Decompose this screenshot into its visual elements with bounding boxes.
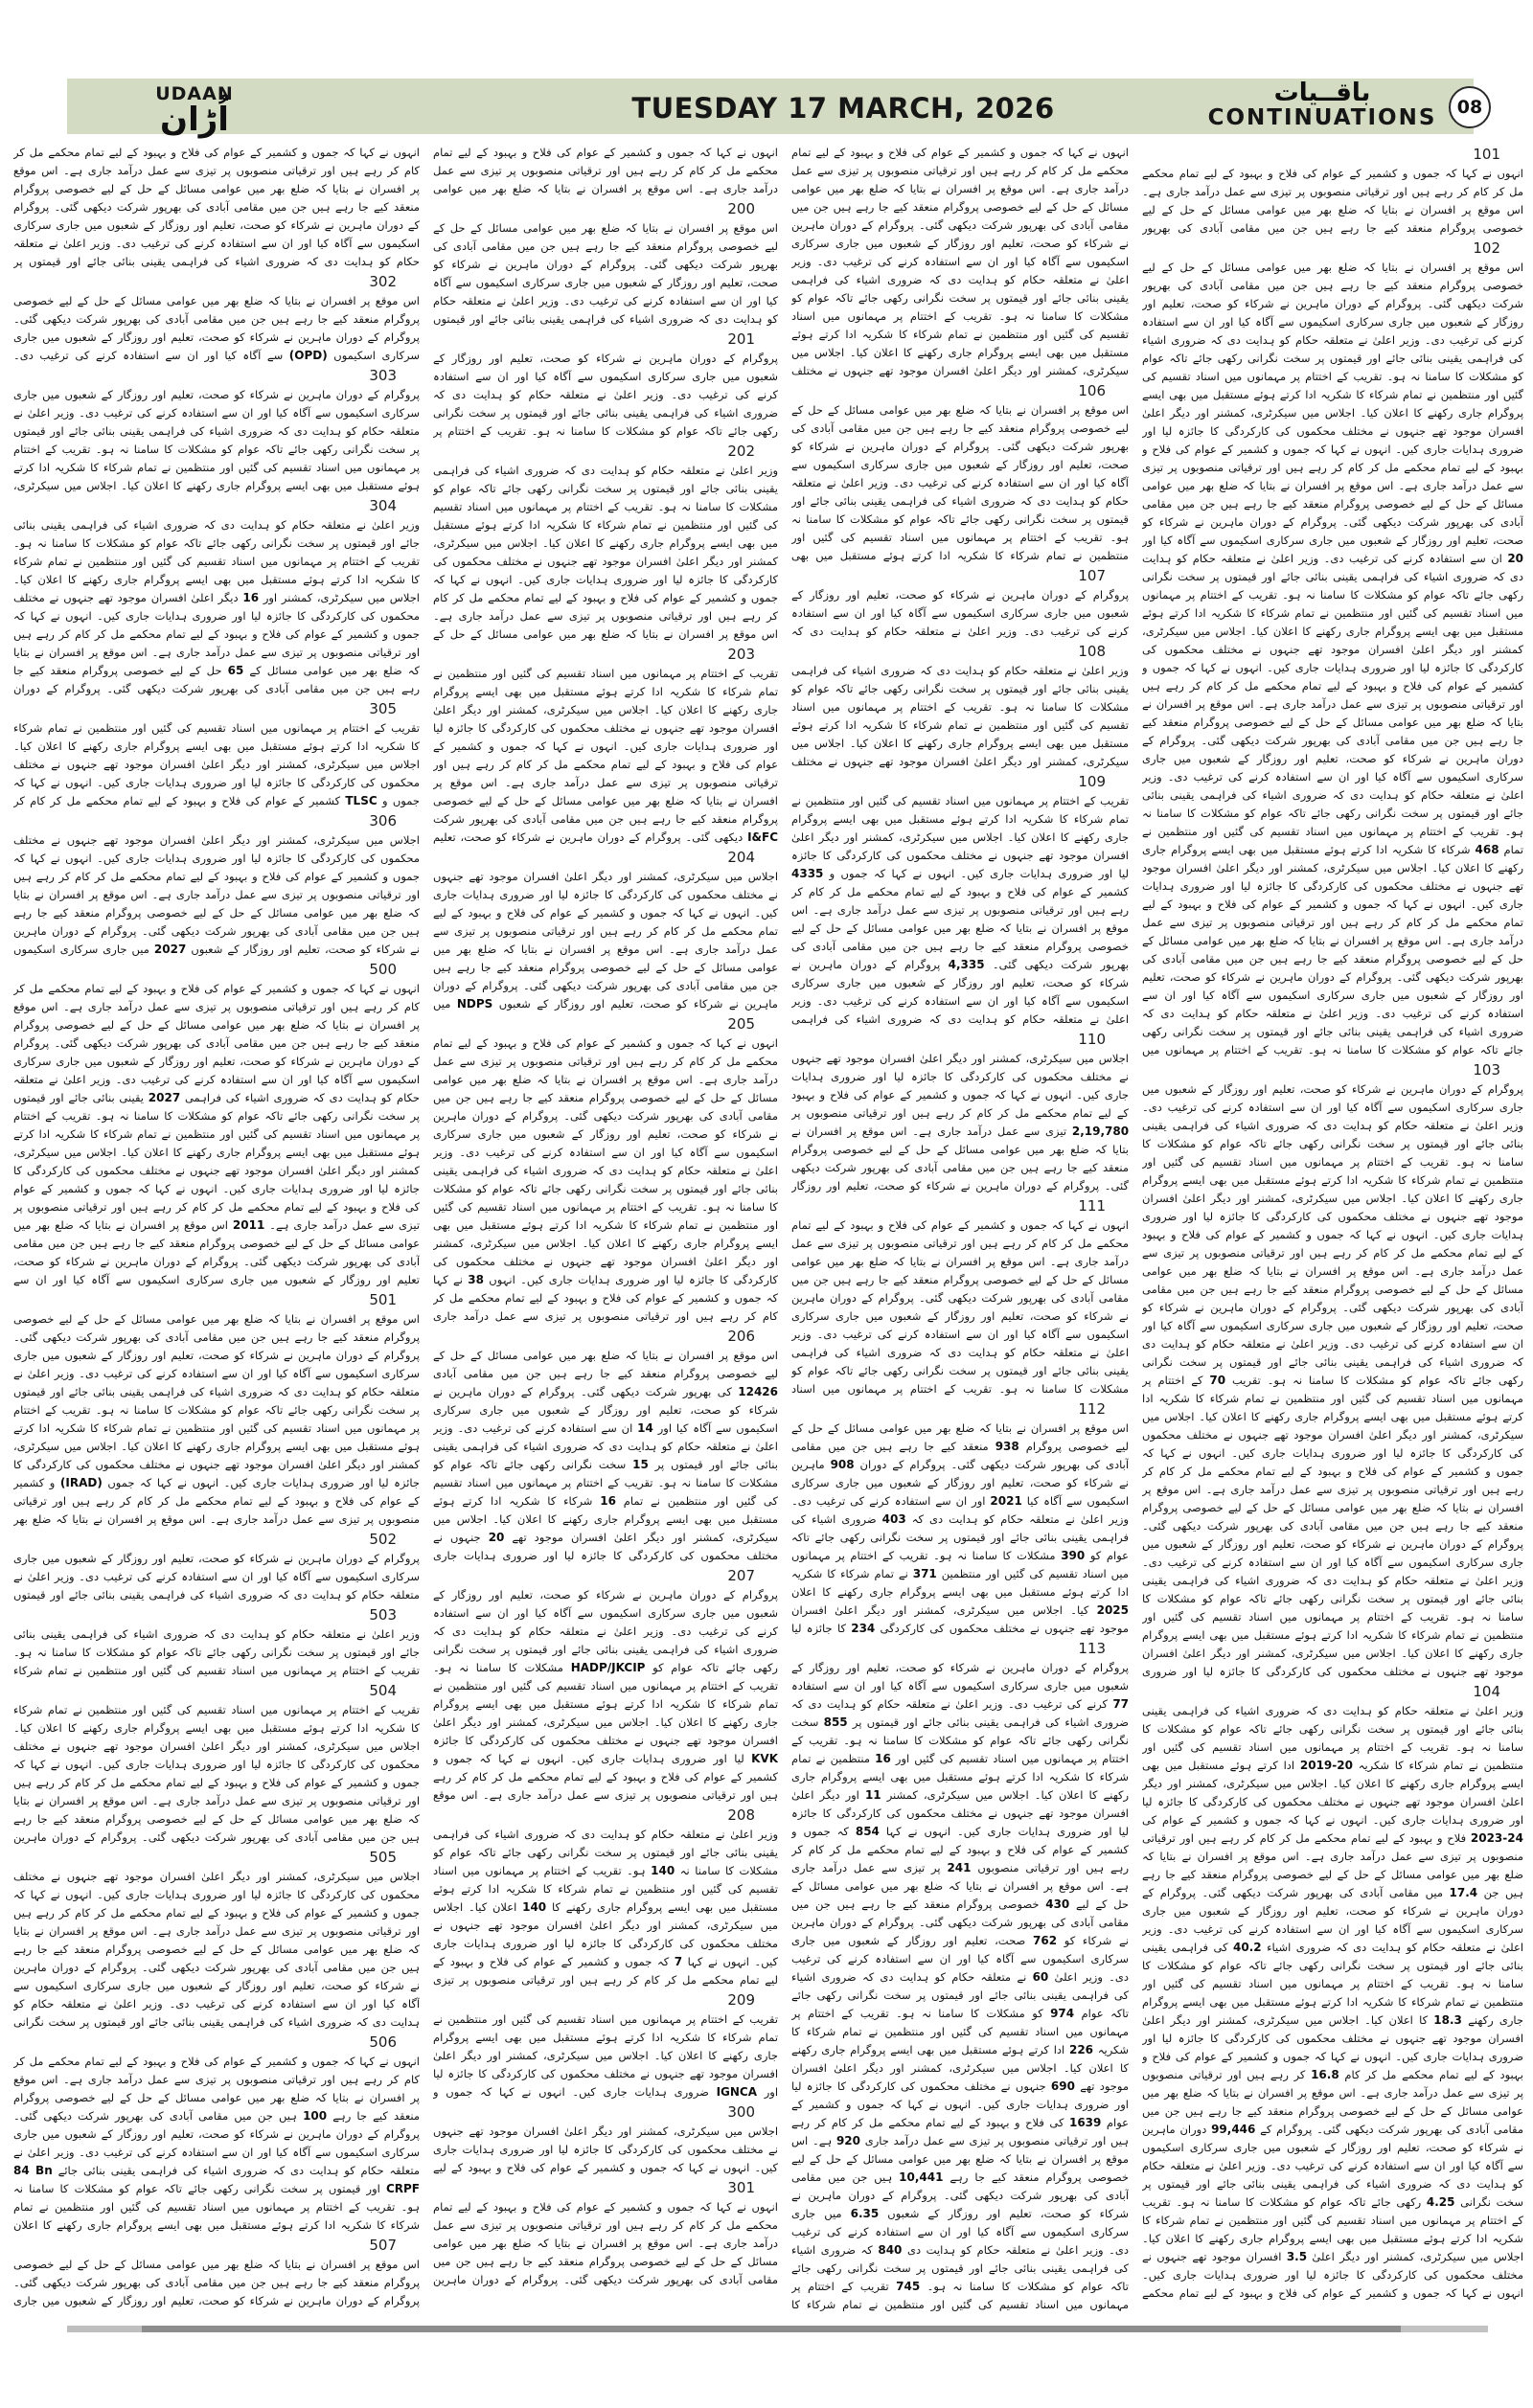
inline-figure-token: 690 bbox=[1050, 2079, 1075, 2093]
section-number: 103 bbox=[1473, 1061, 1500, 1079]
inline-figure-token: IGNCA bbox=[716, 2085, 758, 2099]
inline-figure-token: 70 bbox=[1209, 1374, 1226, 1387]
inline-figure-token: 2025 bbox=[1096, 1603, 1129, 1617]
section-number: 501 bbox=[369, 1291, 397, 1308]
section-number: 113 bbox=[1078, 1640, 1106, 1657]
body-paragraph: اس موقع پر افسران نے بتایا کہ ضلع بھر میں عوامی مسائل کے حل کے لیے خصوصی پروگرام منعقد کیے جا رہے ہیں جن میں مقامی آبادی کی بھرپور شرکت دیکھی گئی۔ پروگرام کے دوران ماہرین نے شرکاء کو صحت، تعلیم اور روزگار کے شعبوں میں جاری سرکاری اسکیموں سے آگاہ کیا اور ان سے استفادہ کرنے کی ترغیب دی۔ وزیر اعلیٰ نے متعلقہ حکام کو ہدایت دی کہ ضروری اشیاء کی فراہمی یقینی بنائی جائے اور قیمتوں bbox=[433, 221, 778, 326]
section-number: 106 bbox=[1078, 382, 1106, 399]
inline-figure-token: 11 bbox=[864, 1788, 881, 1802]
inline-figure-token: 974 bbox=[1050, 2007, 1075, 2020]
inline-figure-token: 18.3 bbox=[1433, 2013, 1462, 2027]
body-paragraph: انہوں نے کہا کہ جموں و کشمیر کے عوام کی فلاح و بہبود کے لیے تمام محکمے مل کر کام کر رہے ہیں اور ترقیاتی منصوبوں پر تیزی سے عمل درآمد جاری ہے۔ اس موقع پر افسران نے بتایا کہ ضلع بھر میں عوامی مسائل کے حل کے لیے خصوصی پروگرام منعقد کیے جا رہے ہیں جن میں مقامی آبادی کی بھرپور شرکت دیکھی گئی۔ پروگرام کے دوران ماہرین نے شرکاء کو صحت، تعلیم اور روزگار کے شعبوں میں جاری سرکاری اسکیموں سے آگاہ کیا اور ان سے استفادہ کرنے کی ترغیب دی۔ وزیر اعلیٰ نے متعلقہ حکام کو ہدایت دی کہ ضروری اشیاء کی فراہمی 2027 یقینی بنائی جائے اور قیمتوں پر سخت نگرانی رکھی جائے تاکہ عوام کو مشکلات کا سامنا نہ ہو۔ تقریب کے اختتام پر مہمانوں میں اسناد تقسیم کی گئیں اور منتظمین نے تمام شرکاء کا شکریہ ادا کرتے ہوئے مستقبل میں بھی ایسے پروگرام جاری رکھنے کا اعلان کیا۔ اجلاس میں سیکرٹری، کمشنر اور دیگر اعلیٰ افسران موجود تھے جنہوں نے مختلف محکموں کی کارکردگی کا جائزہ لیا اور ضروری ہدایات جاری کیں۔ انہوں نے کہا کہ جموں و کشمیر کے عوام کی فلاح و بہبود کے لیے تمام محکمے مل کر کام کر رہے ہیں اور ترقیاتی منصوبوں پر تیزی سے عمل درآمد جاری ہے۔ 2011 اس موقع پر افسران نے بتایا کہ ضلع بھر میں عوامی مسائل کے حل کے لیے خصوصی پروگرام منعقد کیے جا رہے ہیں جن میں مقامی آبادی کی بھرپور شرکت دیکھی گئی۔ پروگرام کے دوران ماہرین نے شرکاء کو صحت، تعلیم اور روزگار کے شعبوں میں جاری سرکاری اسکیموں سے آگاہ کیا اور ان سے bbox=[13, 982, 420, 1286]
newspaper-logo bbox=[113, 83, 276, 139]
article-columns bbox=[13, 144, 1523, 2314]
body-paragraph: پروگرام کے دوران ماہرین نے شرکاء کو صحت، تعلیم اور روزگار کے شعبوں میں جاری سرکاری اسکیموں سے آگاہ کیا اور ان سے استفادہ کرنے کی ترغیب دی۔ وزیر اعلیٰ نے متعلقہ حکام کو ہدایت دی کہ ضروری اشیاء کی فراہمی یقینی بنائی جائے اور قیمتوں پر سخت نگرانی رکھی جائے تاکہ عوام کو مشکلات کا سامنا نہ ہو۔ تقریب کے اختتام پر مہمانوں میں اسناد تقسیم کی گئیں اور منتظمین نے تمام شرکاء کا شکریہ ادا کرتے ہوئے مستقبل میں بھی ایسے پروگرام جاری رکھنے کا اعلان کیا۔ اجلاس میں سیکرٹری، bbox=[13, 388, 420, 492]
section-number: 102 bbox=[1473, 239, 1500, 257]
section-number: 204 bbox=[727, 849, 755, 866]
inline-figure-token: 100 bbox=[303, 2109, 328, 2123]
section-number: 205 bbox=[727, 1015, 755, 1033]
section-number: 301 bbox=[727, 2179, 755, 2196]
inline-figure-token: 2011 bbox=[232, 1218, 265, 1232]
inline-figure-token: 234 bbox=[851, 1622, 876, 1635]
section-number: 208 bbox=[727, 1806, 755, 1824]
footer-rule-right bbox=[1401, 2326, 1488, 2332]
inline-figure-token: (OPD) bbox=[288, 349, 328, 362]
inline-figure-token: 2023-24 bbox=[1470, 1831, 1523, 1845]
inline-figure-token: 16 bbox=[242, 591, 260, 604]
inline-figure-token: 20 bbox=[1507, 552, 1523, 565]
inline-figure-token: 840 bbox=[878, 2243, 903, 2257]
body-paragraph: وزیر اعلیٰ نے متعلقہ حکام کو ہدایت دی کہ ضروری اشیاء کی فراہمی یقینی بنائی جائے اور قیمتوں پر سخت نگرانی رکھی جائے تاکہ عوام کو مشکلات کا سامنا نہ ہو۔ تقریب کے اختتام پر مہمانوں میں اسناد تقسیم کی گئیں اور منتظمین نے تمام شرکاء کا شکریہ ادا کرتے ہوئے مستقبل میں بھی ایسے پروگرام جاری رکھنے کا اعلان کیا۔ اجلاس میں سیکرٹری، کمشنر اور دیگر اعلیٰ افسران موجود تھے جنہوں نے مختلف bbox=[791, 664, 1129, 768]
section-number: 304 bbox=[369, 497, 397, 514]
inline-figure-token: I&FC bbox=[747, 830, 778, 844]
body-paragraph: وزیر اعلیٰ نے متعلقہ حکام کو ہدایت دی کہ ضروری اشیاء کی فراہمی یقینی بنائی جائے اور قیمتوں پر سخت نگرانی رکھی جائے تاکہ عوام کو مشکلات کا سامنا نہ ہو۔ تقریب کے اختتام پر مہمانوں میں اسناد تقسیم کی گئیں اور منتظمین نے تمام شرکاء کا شکریہ 2019-20 ادا کرتے ہوئے مستقبل میں بھی ایسے پروگرام جاری رکھنے کا اعلان کیا۔ اجلاس میں سیکرٹری، کمشنر اور دیگر اعلیٰ افسران موجود تھے جنہوں نے مختلف محکموں کی کارکردگی کا جائزہ لیا اور ضروری ہدایات جاری کیں۔ انہوں نے کہا کہ جموں و کشمیر کے عوام کی 2023-24 فلاح و بہبود کے لیے تمام محکمے مل کر کام کر رہے ہیں اور ترقیاتی منصوبوں پر تیزی سے عمل درآمد جاری ہے۔ اس موقع پر افسران نے بتایا کہ ضلع بھر میں عوامی مسائل کے حل کے لیے خصوصی پروگرام منعقد کیے جا رہے ہیں جن 17.4 میں مقامی آبادی کی بھرپور شرکت دیکھی گئی۔ پروگرام کے دوران ماہرین نے شرکاء کو صحت، تعلیم اور روزگار کے شعبوں میں جاری سرکاری اسکیموں سے آگاہ کیا اور ان سے استفادہ کرنے کی ترغیب دی۔ وزیر اعلیٰ نے متعلقہ حکام کو ہدایت دی کہ ضروری اشیاء 40.2 کی فراہمی یقینی بنائی جائے اور قیمتوں پر سخت نگرانی رکھی جائے تاکہ عوام کو مشکلات کا سامنا نہ ہو۔ تقریب کے اختتام پر مہمانوں میں اسناد تقسیم کی گئیں اور منتظمین نے تمام شرکاء کا شکریہ ادا کرتے ہوئے مستقبل میں بھی ایسے پروگرام جاری رکھنے 18.3 کا اعلان کیا۔ اجلاس میں سیکرٹری، کمشنر اور دیگر اعلیٰ افسران موجود تھے جنہوں نے مختلف محکموں کی کارکردگی کا جائزہ لیا اور ضروری ہدایات جاری کیں۔ انہوں نے کہا کہ جموں و کشمیر کے عوام کی فلاح و بہبود کے لیے تمام محکمے مل کر کام 16.8 کر رہے ہیں اور ترقیاتی منصوبوں پر تیزی سے عمل درآمد جاری ہے۔ اس موقع پر افسران نے بتایا کہ ضلع بھر میں عوامی مسائل کے حل کے لیے خصوصی پروگرام منعقد کیے جا رہے ہیں جن میں مقامی آبادی کی بھرپور شرکت دیکھی گئی۔ پروگرام کے 99,446 دوران ماہرین نے شرکاء کو صحت، تعلیم اور روزگار کے شعبوں میں جاری سرکاری اسکیموں سے آگاہ کیا اور ان سے استفادہ کرنے کی ترغیب دی۔ وزیر اعلیٰ نے متعلقہ حکام کو ہدایت دی کہ ضروری اشیاء کی فراہمی یقینی بنائی جائے اور قیمتوں پر سخت نگرانی 4.25 رکھی جائے تاکہ عوام کو مشکلات کا سامنا نہ ہو۔ تقریب کے اختتام پر مہمانوں میں اسناد تقسیم کی گئیں اور منتظمین نے تمام شرکاء کا شکریہ ادا کرتے ہوئے مستقبل میں بھی ایسے پروگرام جاری رکھنے کا اعلان کیا۔ اجلاس میں سیکرٹری، کمشنر اور دیگر اعلیٰ 3.5 افسران موجود تھے جنہوں نے مختلف محکموں کی کارکردگی کا جائزہ لیا اور ضروری ہدایات جاری کیں۔ انہوں نے کہا کہ جموں و کشمیر کے عوام کی فلاح و بہبود کے لیے تمام محکمے bbox=[1142, 1704, 1523, 2300]
section-title-english: CONTINUATIONS bbox=[1207, 105, 1437, 130]
inline-figure-token: 390 bbox=[1061, 1549, 1086, 1562]
inline-figure-token: 60 bbox=[1032, 1970, 1049, 1984]
body-paragraph: انہوں نے کہا کہ جموں و کشمیر کے عوام کی فلاح و بہبود کے لیے تمام محکمے مل کر کام کر رہے ہیں اور ترقیاتی منصوبوں پر تیزی سے عمل درآمد جاری ہے۔ اس موقع پر افسران نے بتایا کہ ضلع بھر میں عوامی مسائل کے حل کے لیے خصوصی پروگرام منعقد کیے جا رہے ہیں جن میں مقامی آبادی کی بھرپور bbox=[1142, 167, 1523, 235]
section-number: 506 bbox=[369, 2033, 397, 2051]
section-number: 111 bbox=[1078, 1197, 1106, 1215]
column-1 bbox=[13, 144, 420, 2310]
inline-figure-token: TLSC bbox=[345, 794, 378, 807]
inline-figure-token: 16 bbox=[875, 1752, 891, 1765]
body-paragraph: تقریب کے اختتام پر مہمانوں میں اسناد تقسیم کی گئیں اور منتظمین نے تمام شرکاء کا شکریہ ادا کرتے ہوئے مستقبل میں بھی ایسے پروگرام جاری رکھنے کا اعلان کیا۔ اجلاس میں سیکرٹری، کمشنر اور دیگر اعلیٰ افسران موجود تھے جنہوں نے مختلف محکموں کی کارکردگی کا جائزہ لیا اور ضروری ہدایات جاری کیں۔ انہوں نے کہا کہ جموں و کشمیر کے عوام کی فلاح و بہبود کے لیے تمام محکمے مل کر کام کر رہے ہیں اور ترقیاتی منصوبوں پر تیزی سے عمل درآمد جاری ہے۔ اس موقع پر افسران نے بتایا کہ ضلع بھر میں عوامی مسائل کے حل کے لیے خصوصی پروگرام منعقد کیے جا رہے ہیں جن میں مقامی آبادی کی بھرپور شرکت I&FC دیکھی گئی۔ پروگرام کے دوران ماہرین نے شرکاء کو صحت، تعلیم bbox=[433, 667, 778, 844]
section-number: 203 bbox=[727, 646, 755, 663]
body-paragraph: اس موقع پر افسران نے بتایا کہ ضلع بھر میں عوامی مسائل کے حل کے لیے خصوصی پروگرام منعقد کیے جا رہے ہیں جن میں مقامی آبادی کی بھرپور شرکت دیکھی گئی۔ پروگرام کے دوران ماہرین نے شرکاء کو صحت، تعلیم اور روزگار کے شعبوں میں جاری سرکاری اسکیموں سے آگاہ کیا اور ان سے استفادہ کرنے کی ترغیب دی۔ وزیر اعلیٰ نے متعلقہ حکام کو ہدایت دی کہ ضروری اشیاء کی فراہمی یقینی بنائی جائے اور قیمتوں پر سخت نگرانی رکھی جائے تاکہ عوام کو مشکلات کا سامنا نہ ہو۔ تقریب کے اختتام پر مہمانوں میں اسناد تقسیم کی گئیں اور منتظمین نے تمام شرکاء کا شکریہ ادا کرتے ہوئے مستقبل میں بھی ایسے پروگرام جاری رکھنے کا اعلان کیا۔ اجلاس میں سیکرٹری، کمشنر اور دیگر اعلیٰ افسران موجود تھے جنہوں نے مختلف محکموں کی کارکردگی کا جائزہ لیا اور ضروری ہدایات جاری کیں۔ انہوں نے کہا کہ جموں (IRAD) و کشمیر کے عوام کی فلاح و بہبود کے لیے تمام محکمے مل کر کام کر رہے ہیں اور ترقیاتی منصوبوں پر تیزی سے عمل درآمد جاری ہے۔ اس موقع پر افسران نے بتایا کہ ضلع بھر bbox=[13, 1312, 420, 1526]
section-number: 302 bbox=[369, 273, 397, 290]
section-number: 303 bbox=[369, 367, 397, 384]
section-number: 305 bbox=[369, 700, 397, 717]
body-paragraph: پروگرام کے دوران ماہرین نے شرکاء کو صحت، تعلیم اور روزگار کے شعبوں میں جاری سرکاری اسکیموں سے آگاہ کیا اور ان سے استفادہ کرنے کی ترغیب دی۔ وزیر اعلیٰ نے متعلقہ حکام کو ہدایت دی کہ ضروری اشیاء کی فراہمی یقینی بنائی جائے اور قیمتوں bbox=[13, 1552, 420, 1602]
section-number: 110 bbox=[1078, 1031, 1106, 1048]
inline-figure-token: 38 bbox=[468, 1273, 484, 1286]
inline-figure-token: 920 bbox=[835, 2134, 860, 2147]
section-number: 507 bbox=[369, 2237, 397, 2254]
section-number: 104 bbox=[1473, 1683, 1500, 1700]
section-number: 112 bbox=[1078, 1400, 1106, 1418]
footer-rule-left bbox=[67, 2326, 142, 2332]
inline-figure-token: 2027 bbox=[153, 943, 187, 956]
footer-rule bbox=[67, 2326, 1488, 2332]
inline-figure-token: 84 Bn CRPF bbox=[13, 2164, 420, 2195]
inline-figure-token: 77 bbox=[1112, 1697, 1129, 1711]
inline-figure-token: 14 bbox=[637, 1421, 653, 1435]
body-paragraph: اس موقع پر افسران نے بتایا کہ ضلع بھر میں عوامی مسائل کے حل کے لیے خصوصی پروگرام منعقد کیے جا رہے ہیں جن میں مقامی آبادی کی بھرپور شرکت دیکھی گئی۔ پروگرام کے دوران ماہرین نے شرکاء کو صحت، تعلیم اور روزگار کے شعبوں میں جاری سرکاری اسکیموں سے آگاہ کیا اور ان سے استفادہ کرنے کی ترغیب دی۔ وزیر اعلیٰ نے متعلقہ حکام کو ہدایت دی کہ ضروری اشیاء کی فراہمی یقینی بنائی جائے اور قیمتوں پر سخت نگرانی رکھی جائے تاکہ عوام کو مشکلات کا سامنا نہ ہو۔ تقریب کے اختتام پر مہمانوں میں اسناد تقسیم کی گئیں اور منتظمین نے تمام شرکاء کا شکریہ ادا کرتے ہوئے مستقبل میں بھی ایسے پروگرام جاری رکھنے کا اعلان کیا۔ اجلاس میں سیکرٹری، کمشنر اور دیگر اعلیٰ افسران موجود تھے جنہوں نے مختلف محکموں کی کارکردگی کا جائزہ لیا اور ضروری ہدایات جاری کیں۔ انہوں نے کہا کہ جموں و کشمیر کے عوام کی فلاح و بہبود کے لیے تمام محکمے مل کر کام کر رہے ہیں اور ترقیاتی منصوبوں پر تیزی سے عمل درآمد جاری ہے۔ اس موقع پر افسران نے بتایا کہ ضلع بھر میں عوامی مسائل کے حل کے لیے خصوصی پروگرام منعقد کیے جا رہے ہیں جن میں مقامی آبادی کی بھرپور شرکت دیکھی گئی۔ پروگرام کے دوران ماہرین نے شرکاء کو صحت، تعلیم اور روزگار کے شعبوں میں جاری سرکاری اسکیموں سے آگاہ کیا اور 20 ان سے استفادہ کرنے کی ترغیب دی۔ وزیر اعلیٰ نے متعلقہ حکام کو ہدایت دی کہ ضروری اشیاء کی فراہمی یقینی بنائی جائے اور قیمتوں پر سخت نگرانی رکھی جائے تاکہ عوام کو مشکلات کا سامنا نہ ہو۔ تقریب کے اختتام پر مہمانوں میں اسناد تقسیم کی گئیں اور منتظمین نے تمام شرکاء کا شکریہ ادا کرتے ہوئے مستقبل میں بھی ایسے پروگرام جاری رکھنے کا اعلان کیا۔ اجلاس میں سیکرٹری، کمشنر اور دیگر اعلیٰ افسران موجود تھے جنہوں نے مختلف محکموں کی کارکردگی کا جائزہ لیا اور ضروری ہدایات جاری کیں۔ انہوں نے کہا کہ جموں و کشمیر کے عوام کی فلاح و بہبود کے لیے تمام محکمے مل کر کام کر رہے ہیں اور ترقیاتی منصوبوں پر تیزی سے عمل درآمد جاری ہے۔ اس موقع پر افسران نے بتایا کہ ضلع بھر میں عوامی مسائل کے حل کے لیے خصوصی پروگرام منعقد کیے جا رہے ہیں جن میں مقامی آبادی کی بھرپور شرکت دیکھی گئی۔ پروگرام کے دوران ماہرین نے شرکاء کو صحت، تعلیم اور روزگار کے شعبوں میں جاری سرکاری اسکیموں سے آگاہ کیا اور ان سے استفادہ کرنے کی ترغیب دی۔ وزیر اعلیٰ نے متعلقہ حکام کو ہدایت دی کہ ضروری اشیاء کی فراہمی یقینی بنائی جائے اور قیمتوں پر سخت نگرانی رکھی جائے تاکہ عوام کو مشکلات کا سامنا نہ ہو۔ تقریب کے اختتام پر مہمانوں میں اسناد تقسیم کی گئیں اور منتظمین نے تمام 468 شرکاء کا شکریہ ادا کرتے ہوئے مستقبل میں بھی ایسے پروگرام جاری رکھنے کا اعلان کیا۔ اجلاس میں سیکرٹری، کمشنر اور دیگر اعلیٰ افسران موجود تھے جنہوں نے مختلف محکموں کی کارکردگی کا جائزہ لیا اور ضروری ہدایات جاری کیں۔ انہوں نے کہا کہ جموں و کشمیر کے عوام کی فلاح و بہبود کے لیے تمام محکمے مل کر کام کر رہے ہیں اور ترقیاتی منصوبوں پر تیزی سے عمل درآمد جاری ہے۔ اس موقع پر افسران نے بتایا کہ ضلع بھر میں عوامی مسائل کے حل کے لیے خصوصی پروگرام منعقد کیے جا رہے ہیں جن میں مقامی آبادی کی بھرپور شرکت دیکھی گئی۔ پروگرام کے دوران ماہرین نے شرکاء کو صحت، تعلیم اور روزگار کے شعبوں میں جاری سرکاری اسکیموں سے آگاہ کیا اور ان سے استفادہ کرنے کی ترغیب دی۔ وزیر اعلیٰ نے متعلقہ حکام کو ہدایت دی کہ ضروری اشیاء کی فراہمی یقینی بنائی جائے اور قیمتوں پر سخت نگرانی رکھی جائے تاکہ عوام کو مشکلات کا سامنا نہ ہو۔ تقریب کے اختتام پر مہمانوں میں bbox=[1142, 261, 1523, 1056]
section-number: 505 bbox=[369, 1849, 397, 1866]
inline-figure-token: 371 bbox=[912, 1567, 937, 1580]
section-title-urdu: باقــيات bbox=[1273, 79, 1371, 107]
body-paragraph: پروگرام کے دوران ماہرین نے شرکاء کو صحت، تعلیم اور روزگار کے شعبوں میں جاری سرکاری اسکیموں سے آگاہ کیا اور ان سے استفادہ کرنے کی ترغیب دی۔ وزیر اعلیٰ نے متعلقہ حکام کو ہدایت دی کہ ضروری اشیاء کی فراہمی یقینی بنائی جائے اور قیمتوں پر سخت نگرانی رکھی جائے تاکہ عوام کو HADP/JKCIP مشکلات کا سامنا نہ ہو۔ تقریب کے اختتام پر مہمانوں میں اسناد تقسیم کی گئیں اور منتظمین نے تمام شرکاء کا شکریہ ادا کرتے ہوئے مستقبل میں بھی ایسے پروگرام جاری رکھنے کا اعلان کیا۔ اجلاس میں سیکرٹری، کمشنر اور دیگر اعلیٰ افسران موجود تھے جنہوں نے مختلف محکموں کی کارکردگی کا جائزہ KVK لیا اور ضروری ہدایات جاری کیں۔ انہوں نے کہا کہ جموں و کشمیر کے عوام کی فلاح و بہبود کے لیے تمام محکمے مل کر کام کر رہے ہیں اور ترقیاتی منصوبوں پر تیزی سے عمل درآمد جاری ہے۔ اس موقع bbox=[433, 1588, 778, 1802]
edition-date: TUESDAY 17 MARCH, 2026 bbox=[631, 92, 1055, 125]
inline-figure-token: 2021 bbox=[990, 1494, 1022, 1508]
inline-figure-token: 65 bbox=[227, 664, 244, 677]
inline-figure-token: 16 bbox=[600, 1494, 616, 1508]
body-paragraph: تقریب کے اختتام پر مہمانوں میں اسناد تقسیم کی گئیں اور منتظمین نے تمام شرکاء کا شکریہ ادا کرتے ہوئے مستقبل میں بھی ایسے پروگرام جاری رکھنے کا اعلان کیا۔ اجلاس میں سیکرٹری، کمشنر اور دیگر اعلیٰ افسران موجود تھے جنہوں نے مختلف محکموں کی کارکردگی کا جائزہ لیا اور ضروری ہدایات جاری کیں۔ انہوں نے کہا کہ جموں و 4335 کشمیر کے عوام کی فلاح و بہبود کے لیے تمام محکمے مل کر کام کر رہے ہیں اور ترقیاتی منصوبوں پر تیزی سے عمل درآمد جاری ہے۔ اس موقع پر افسران نے بتایا کہ ضلع بھر میں عوامی مسائل کے حل کے لیے خصوصی پروگرام منعقد کیے جا رہے ہیں جن میں مقامی آبادی کی بھرپور شرکت دیکھی گئی۔ 4,335 پروگرام کے دوران ماہرین نے شرکاء کو صحت، تعلیم اور روزگار کے شعبوں میں جاری سرکاری اسکیموں سے آگاہ کیا اور ان سے استفادہ کرنے کی ترغیب دی۔ وزیر اعلیٰ نے متعلقہ حکام کو ہدایت دی کہ ضروری اشیاء کی فراہمی bbox=[791, 794, 1129, 1026]
body-paragraph: پروگرام کے دوران ماہرین نے شرکاء کو صحت، تعلیم اور روزگار کے شعبوں میں جاری سرکاری اسکیموں سے آگاہ کیا اور ان سے استفادہ کرنے کی ترغیب دی۔ وزیر اعلیٰ نے متعلقہ حکام کو ہدایت دی کہ ضروری اشیاء کی فراہمی یقینی بنائی جائے اور قیمتوں پر سخت نگرانی رکھی جائے تاکہ عوام کو مشکلات کا سامنا نہ ہو۔ تقریب کے اختتام پر bbox=[433, 352, 778, 438]
body-paragraph: پروگرام کے دوران ماہرین نے شرکاء کو صحت، تعلیم اور روزگار کے شعبوں میں جاری سرکاری اسکیموں سے آگاہ کیا اور ان سے استفادہ کرنے کی ترغیب دی۔ وزیر اعلیٰ نے متعلقہ حکام کو ہدایت دی کہ bbox=[791, 588, 1129, 638]
inline-figure-token: 7 bbox=[674, 1955, 683, 1968]
body-paragraph: اس موقع پر افسران نے بتایا کہ ضلع بھر میں عوامی مسائل کے حل کے لیے خصوصی پروگرام منعقد کیے جا رہے ہیں جن میں مقامی آبادی 12426 کی بھرپور شرکت دیکھی گئی۔ پروگرام کے دوران ماہرین نے شرکاء کو صحت، تعلیم اور روزگار کے شعبوں میں جاری سرکاری اسکیموں سے آگاہ کیا اور 14 ان سے استفادہ کرنے کی ترغیب دی۔ وزیر اعلیٰ نے متعلقہ حکام کو ہدایت دی کہ ضروری اشیاء کی فراہمی یقینی بنائی جائے اور قیمتوں پر 15 سخت نگرانی رکھی جائے تاکہ عوام کو مشکلات کا سامنا نہ ہو۔ تقریب کے اختتام پر مہمانوں میں اسناد تقسیم کی گئیں اور منتظمین نے تمام 16 شرکاء کا شکریہ ادا کرتے ہوئے مستقبل میں بھی ایسے پروگرام جاری رکھنے کا اعلان کیا۔ اجلاس میں سیکرٹری، کمشنر اور دیگر اعلیٰ افسران موجود تھے 20 جنہوں نے مختلف محکموں کی کارکردگی کا جائزہ لیا اور ضروری ہدایات جاری bbox=[433, 1349, 778, 1562]
inline-figure-token: 140 bbox=[522, 1900, 547, 1914]
footer-rule-center bbox=[142, 2326, 1401, 2332]
inline-figure-token: 403 bbox=[881, 1512, 906, 1526]
inline-figure-token: 854 bbox=[855, 1825, 880, 1838]
body-paragraph: اس موقع پر افسران نے بتایا کہ ضلع بھر میں عوامی مسائل کے حل کے لیے خصوصی پروگرام منعقد کیے جا رہے ہیں جن میں مقامی آبادی کی بھرپور شرکت دیکھی گئی۔ پروگرام کے دوران ماہرین نے شرکاء کو صحت، تعلیم اور روزگار کے شعبوں میں جاری سرکاری اسکیموں (OPD) سے آگاہ کیا اور ان سے استفادہ کرنے کی ترغیب دی۔ bbox=[13, 294, 420, 362]
inline-figure-token: 2019-20 bbox=[1299, 1759, 1353, 1772]
body-paragraph: انہوں نے کہا کہ جموں و کشمیر کے عوام کی فلاح و بہبود کے لیے تمام محکمے مل کر کام کر رہے ہیں اور ترقیاتی منصوبوں پر تیزی سے عمل درآمد جاری ہے۔ اس موقع پر افسران نے بتایا کہ ضلع بھر میں عوامی bbox=[433, 146, 778, 195]
section-number: 503 bbox=[369, 1606, 397, 1624]
inline-figure-token: 908 bbox=[830, 1458, 855, 1471]
inline-figure-token: 2,19,780 bbox=[1071, 1124, 1129, 1138]
body-paragraph: اجلاس میں سیکرٹری، کمشنر اور دیگر اعلیٰ افسران موجود تھے جنہوں نے مختلف محکموں کی کارکردگی کا جائزہ لیا اور ضروری ہدایات جاری کیں۔ انہوں نے کہا کہ جموں و کشمیر کے عوام کی فلاح و بہبود کے لیے تمام محکمے مل کر کام کر رہے ہیں اور ترقیاتی منصوبوں پر تیزی سے عمل درآمد جاری ہے۔ اس موقع پر افسران نے بتایا کہ ضلع بھر میں عوامی مسائل کے حل کے لیے خصوصی پروگرام منعقد کیے جا رہے ہیں جن میں مقامی آبادی کی بھرپور شرکت دیکھی گئی۔ پروگرام کے دوران ماہرین نے شرکاء کو صحت، تعلیم اور روزگار کے شعبوں میں جاری سرکاری اسکیموں سے آگاہ کیا اور ان سے استفادہ کرنے کی ترغیب دی۔ وزیر اعلیٰ نے متعلقہ حکام کو ہدایت دی کہ ضروری اشیاء کی فراہمی یقینی بنائی جائے اور قیمتوں پر سخت نگرانی bbox=[13, 1870, 420, 2029]
inline-figure-token: 762 bbox=[1033, 1934, 1058, 1947]
body-paragraph: اجلاس میں سیکرٹری، کمشنر اور دیگر اعلیٰ افسران موجود تھے جنہوں نے مختلف محکموں کی کارکردگی کا جائزہ لیا اور ضروری ہدایات جاری کیں۔ انہوں نے کہا کہ جموں و کشمیر کے عوام کی فلاح و بہبود کے لیے تمام محکمے مل کر کام کر رہے ہیں اور ترقیاتی منصوبوں پر تیزی سے عمل درآمد جاری ہے۔ اس موقع پر افسران نے بتایا کہ ضلع بھر میں عوامی مسائل کے حل کے لیے خصوصی پروگرام منعقد کیے جا رہے ہیں جن میں مقامی آبادی کی بھرپور شرکت دیکھی گئی۔ پروگرام کے دوران ماہرین نے شرکاء کو صحت، تعلیم اور روزگار کے شعبوں NDPS میں bbox=[433, 870, 778, 1011]
inline-figure-token: 4.25 bbox=[1426, 2195, 1455, 2209]
column-3 bbox=[791, 144, 1129, 2314]
body-paragraph: اس موقع پر افسران نے بتایا کہ ضلع بھر میں عوامی مسائل کے حل کے لیے خصوصی پروگرام 938 منعقد کیے جا رہے ہیں جن میں مقامی آبادی کی بھرپور شرکت دیکھی گئی۔ پروگرام کے دوران 908 ماہرین نے شرکاء کو صحت، تعلیم اور روزگار کے شعبوں میں جاری سرکاری اسکیموں سے آگاہ کیا 2021 اور ان سے استفادہ کرنے کی ترغیب دی۔ وزیر اعلیٰ نے متعلقہ حکام کو ہدایت دی کہ 403 ضروری اشیاء کی فراہمی یقینی بنائی جائے اور قیمتوں پر سخت نگرانی رکھی جائے تاکہ عوام کو 390 مشکلات کا سامنا نہ ہو۔ تقریب کے اختتام پر مہمانوں میں اسناد تقسیم کی گئیں اور منتظمین 371 نے تمام شرکاء کا شکریہ ادا کرتے ہوئے مستقبل میں بھی ایسے پروگرام جاری رکھنے کا اعلان 2025 کیا۔ اجلاس میں سیکرٹری، کمشنر اور دیگر اعلیٰ افسران موجود تھے جنہوں نے مختلف محکموں کی کارکردگی 234 کا جائزہ لیا bbox=[791, 1421, 1129, 1635]
body-paragraph: تقریب کے اختتام پر مہمانوں میں اسناد تقسیم کی گئیں اور منتظمین نے تمام شرکاء کا شکریہ ادا کرتے ہوئے مستقبل میں بھی ایسے پروگرام جاری رکھنے کا اعلان کیا۔ اجلاس میں سیکرٹری، کمشنر اور دیگر اعلیٰ افسران موجود تھے جنہوں نے مختلف محکموں کی کارکردگی کا جائزہ لیا اور ضروری ہدایات جاری کیں۔ انہوں نے کہا کہ جموں و کشمیر کے عوام کی فلاح و بہبود کے لیے تمام محکمے مل کر کام کر رہے ہیں اور ترقیاتی منصوبوں پر تیزی سے عمل درآمد جاری ہے۔ اس موقع پر افسران نے بتایا کہ ضلع بھر میں عوامی مسائل کے حل کے لیے خصوصی پروگرام منعقد کیے جا رہے ہیں جن میں مقامی آبادی کی بھرپور شرکت دیکھی گئی۔ پروگرام کے دوران ماہرین bbox=[13, 1703, 420, 1844]
section-number: 101 bbox=[1473, 146, 1500, 163]
section-number: 300 bbox=[727, 2103, 755, 2121]
inline-figure-token: 140 bbox=[651, 1864, 675, 1877]
inline-figure-token: 40.2 bbox=[1233, 1941, 1262, 1954]
inline-figure-token: 855 bbox=[823, 1715, 848, 1729]
body-paragraph: اجلاس میں سیکرٹری، کمشنر اور دیگر اعلیٰ افسران موجود تھے جنہوں نے مختلف محکموں کی کارکردگی کا جائزہ لیا اور ضروری ہدایات جاری کیں۔ انہوں نے کہا کہ جموں و کشمیر کے عوام کی فلاح و بہبود کے لیے تمام محکمے مل کر کام کر رہے ہیں اور ترقیاتی منصوبوں پر تیزی سے عمل درآمد جاری ہے۔ اس موقع پر افسران نے بتایا کہ ضلع بھر میں عوامی مسائل کے حل کے لیے خصوصی پروگرام منعقد کیے جا رہے ہیں جن میں مقامی آبادی کی بھرپور شرکت دیکھی گئی۔ پروگرام کے دوران ماہرین نے شرکاء کو صحت، تعلیم اور روزگار کے شعبوں 2027 میں جاری سرکاری اسکیموں bbox=[13, 833, 420, 956]
inline-figure-token: (IRAD) bbox=[59, 1476, 103, 1489]
column-2 bbox=[433, 144, 778, 2289]
section-number: 108 bbox=[1078, 643, 1106, 660]
inline-figure-token: 12426 bbox=[738, 1385, 778, 1398]
body-paragraph: اس موقع پر افسران نے بتایا کہ ضلع بھر میں عوامی مسائل کے حل کے لیے خصوصی پروگرام منعقد کیے جا رہے ہیں جن میں مقامی آبادی کی بھرپور شرکت دیکھی گئی۔ پروگرام کے دوران ماہرین نے شرکاء کو صحت، تعلیم اور روزگار کے شعبوں میں جاری سرکاری اسکیموں سے آگاہ کیا اور ان سے استفادہ کرنے کی ترغیب دی۔ وزیر اعلیٰ نے متعلقہ حکام کو ہدایت دی کہ ضروری اشیاء کی فراہمی یقینی بنائی جائے اور قیمتوں پر سخت نگرانی رکھی جائے تاکہ عوام کو مشکلات کا سامنا نہ ہو۔ تقریب کے اختتام پر مہمانوں میں اسناد تقسیم کی گئیں اور منتظمین نے تمام شرکاء کا شکریہ ادا کرتے ہوئے مستقبل میں بھی bbox=[791, 403, 1129, 562]
inline-figure-token: KVK bbox=[751, 1752, 778, 1765]
section-number: 306 bbox=[369, 812, 397, 829]
section-number: 209 bbox=[727, 1991, 755, 2009]
section-number: 200 bbox=[727, 200, 755, 217]
inline-figure-token: 241 bbox=[947, 1861, 972, 1874]
inline-figure-token: 15 bbox=[632, 1458, 649, 1471]
logo-text-urdu: اُڑان bbox=[160, 101, 229, 139]
section-number: 107 bbox=[1078, 567, 1106, 584]
section-number: 109 bbox=[1078, 773, 1106, 790]
inline-figure-token: 468 bbox=[1475, 843, 1499, 856]
page-number-badge: 08 bbox=[1449, 86, 1491, 128]
inline-figure-token: 938 bbox=[995, 1440, 1019, 1453]
body-paragraph: انہوں نے کہا کہ جموں و کشمیر کے عوام کی فلاح و بہبود کے لیے تمام محکمے مل کر کام کر رہے ہیں اور ترقیاتی منصوبوں پر تیزی سے عمل درآمد جاری ہے۔ اس موقع پر افسران نے بتایا کہ ضلع بھر میں عوامی مسائل کے حل کے لیے خصوصی پروگرام منعقد کیے جا رہے ہیں جن میں مقامی آبادی کی بھرپور شرکت دیکھی گئی۔ پروگرام کے دوران ماہرین bbox=[433, 2200, 778, 2286]
body-paragraph: انہوں نے کہا کہ جموں و کشمیر کے عوام کی فلاح و بہبود کے لیے تمام محکمے مل کر کام کر رہے ہیں اور ترقیاتی منصوبوں پر تیزی سے عمل درآمد جاری ہے۔ اس موقع پر افسران نے بتایا کہ ضلع بھر میں عوامی مسائل کے حل کے لیے خصوصی پروگرام منعقد کیے جا رہے ہیں جن میں مقامی آبادی کی بھرپور شرکت دیکھی گئی۔ پروگرام کے دوران ماہرین نے شرکاء کو صحت، تعلیم اور روزگار کے شعبوں میں جاری سرکاری اسکیموں سے آگاہ کیا اور ان سے استفادہ کرنے کی ترغیب دی۔ وزیر اعلیٰ نے متعلقہ حکام کو ہدایت دی کہ ضروری اشیاء کی فراہمی یقینی بنائی جائے اور قیمتوں پر سخت نگرانی رکھی جائے تاکہ عوام کو مشکلات کا سامنا نہ ہو۔ تقریب کے اختتام پر مہمانوں میں اسناد bbox=[791, 1218, 1129, 1396]
inline-figure-token: HADP/JKCIP bbox=[570, 1661, 646, 1674]
inline-figure-token: 3.5 bbox=[1286, 2250, 1308, 2263]
body-paragraph: وزیر اعلیٰ نے متعلقہ حکام کو ہدایت دی کہ ضروری اشیاء کی فراہمی یقینی بنائی جائے اور قیمتوں پر سخت نگرانی رکھی جائے تاکہ عوام کو مشکلات کا سامنا نہ ہو۔ تقریب کے اختتام پر مہمانوں میں اسناد تقسیم کی گئیں اور منتظمین نے تمام شرکاء کا شکریہ ادا کرتے ہوئے مستقبل میں بھی ایسے پروگرام جاری رکھنے کا اعلان کیا۔ اجلاس میں سیکرٹری، کمشنر اور 16 دیگر اعلیٰ افسران موجود تھے جنہوں نے مختلف محکموں کی کارکردگی کا جائزہ لیا اور ضروری ہدایات جاری کیں۔ انہوں نے کہا کہ جموں و کشمیر کے عوام کی فلاح و بہبود کے لیے تمام محکمے مل کر کام کر رہے ہیں اور ترقیاتی منصوبوں پر تیزی سے عمل درآمد جاری ہے۔ اس موقع پر افسران نے بتایا کہ ضلع بھر میں عوامی مسائل کے 65 حل کے لیے خصوصی پروگرام منعقد کیے جا رہے ہیں جن میں مقامی آبادی کی بھرپور شرکت دیکھی گئی۔ پروگرام کے دوران bbox=[13, 518, 420, 695]
body-paragraph: تقریب کے اختتام پر مہمانوں میں اسناد تقسیم کی گئیں اور منتظمین نے تمام شرکاء کا شکریہ ادا کرتے ہوئے مستقبل میں بھی ایسے پروگرام جاری رکھنے کا اعلان کیا۔ اجلاس میں سیکرٹری، کمشنر اور دیگر اعلیٰ افسران موجود تھے جنہوں نے مختلف محکموں کی کارکردگی کا جائزہ لیا اور ضروری ہدایات جاری کیں۔ انہوں نے کہا کہ جموں و TLSC کشمیر کے عوام کی فلاح و بہبود کے لیے تمام محکمے مل کر کام کر bbox=[13, 721, 420, 807]
section-number: 502 bbox=[369, 1531, 397, 1548]
body-paragraph: وزیر اعلیٰ نے متعلقہ حکام کو ہدایت دی کہ ضروری اشیاء کی فراہمی یقینی بنائی جائے اور قیمتوں پر سخت نگرانی رکھی جائے تاکہ عوام کو مشکلات کا سامنا نہ ہو۔ تقریب کے اختتام پر مہمانوں میں اسناد تقسیم کی گئیں اور منتظمین نے تمام شرکاء bbox=[13, 1627, 420, 1677]
body-paragraph: انہوں نے کہا کہ جموں و کشمیر کے عوام کی فلاح و بہبود کے لیے تمام محکمے مل کر کام کر رہے ہیں اور ترقیاتی منصوبوں پر تیزی سے عمل درآمد جاری ہے۔ اس موقع پر افسران نے بتایا کہ ضلع بھر میں عوامی مسائل کے حل کے لیے خصوصی پروگرام منعقد کیے جا رہے ہیں جن میں مقامی آبادی کی بھرپور شرکت دیکھی گئی۔ پروگرام کے دوران ماہرین نے شرکاء کو صحت، تعلیم اور روزگار کے شعبوں میں جاری سرکاری اسکیموں سے آگاہ کیا اور ان سے استفادہ کرنے کی ترغیب دی۔ وزیر اعلیٰ نے متعلقہ حکام کو ہدایت دی کہ ضروری اشیاء کی فراہمی یقینی بنائی جائے اور قیمتوں پر bbox=[13, 146, 420, 268]
body-paragraph: انہوں نے کہا کہ جموں و کشمیر کے عوام کی فلاح و بہبود کے لیے تمام محکمے مل کر کام کر رہے ہیں اور ترقیاتی منصوبوں پر تیزی سے عمل درآمد جاری ہے۔ اس موقع پر افسران نے بتایا کہ ضلع بھر میں عوامی مسائل کے حل کے لیے خصوصی پروگرام منعقد کیے جا رہے ہیں جن میں مقامی آبادی کی بھرپور شرکت دیکھی گئی۔ پروگرام کے دوران ماہرین نے شرکاء کو صحت، تعلیم اور روزگار کے شعبوں میں جاری سرکاری اسکیموں سے آگاہ کیا اور ان سے استفادہ کرنے کی ترغیب دی۔ وزیر اعلیٰ نے متعلقہ حکام کو ہدایت دی کہ ضروری اشیاء کی فراہمی یقینی بنائی جائے اور قیمتوں پر سخت نگرانی رکھی جائے تاکہ عوام کو مشکلات کا سامنا نہ ہو۔ تقریب کے اختتام پر مہمانوں میں اسناد تقسیم کی گئیں اور منتظمین نے تمام شرکاء کا شکریہ ادا کرتے ہوئے مستقبل میں بھی ایسے پروگرام جاری رکھنے کا اعلان کیا۔ اجلاس میں سیکرٹری، کمشنر اور دیگر اعلیٰ افسران موجود تھے جنہوں نے مختلف محکموں کی کارکردگی کا جائزہ لیا اور ضروری ہدایات جاری کیں۔ انہوں 38 نے کہا کہ جموں و کشمیر کے عوام کی فلاح و بہبود کے لیے تمام محکمے مل کر کام کر رہے ہیں اور ترقیاتی منصوبوں پر تیزی سے عمل درآمد جاری bbox=[433, 1036, 778, 1323]
body-paragraph: انہوں نے کہا کہ جموں و کشمیر کے عوام کی فلاح و بہبود کے لیے تمام محکمے مل کر کام کر رہے ہیں اور ترقیاتی منصوبوں پر تیزی سے عمل درآمد جاری ہے۔ اس موقع پر افسران نے بتایا کہ ضلع بھر میں عوامی مسائل کے حل کے لیے خصوصی پروگرام منعقد کیے جا رہے 100 ہیں جن میں مقامی آبادی کی بھرپور شرکت دیکھی گئی۔ پروگرام کے دوران ماہرین نے شرکاء کو صحت، تعلیم اور روزگار کے شعبوں میں جاری سرکاری اسکیموں سے آگاہ کیا اور ان سے استفادہ کرنے کی ترغیب دی۔ وزیر اعلیٰ نے متعلقہ حکام کو ہدایت دی کہ ضروری اشیاء کی فراہمی یقینی بنائی جائے 84 Bn CRPF اور قیمتوں پر سخت نگرانی رکھی جائے تاکہ عوام کو مشکلات کا سامنا نہ ہو۔ تقریب کے اختتام پر مہمانوں میں اسناد تقسیم کی گئیں اور منتظمین نے تمام شرکاء کا شکریہ ادا کرتے ہوئے مستقبل میں بھی ایسے پروگرام جاری رکھنے کا اعلان bbox=[13, 2055, 420, 2232]
inline-figure-token: 1639 bbox=[1068, 2116, 1102, 2129]
inline-figure-token: 430 bbox=[1045, 1897, 1070, 1911]
body-paragraph: تقریب کے اختتام پر مہمانوں میں اسناد تقسیم کی گئیں اور منتظمین نے تمام شرکاء کا شکریہ ادا کرتے ہوئے مستقبل میں بھی ایسے پروگرام جاری رکھنے کا اعلان کیا۔ اجلاس میں سیکرٹری، کمشنر اور دیگر اعلیٰ افسران موجود تھے جنہوں نے مختلف محکموں کی کارکردگی کا جائزہ لیا اور IGNCA ضروری ہدایات جاری کیں۔ انہوں نے کہا کہ جموں و bbox=[433, 2012, 778, 2099]
section-number: 206 bbox=[727, 1328, 755, 1345]
inline-figure-token: 4,335 bbox=[948, 958, 985, 971]
body-paragraph: اجلاس میں سیکرٹری، کمشنر اور دیگر اعلیٰ افسران موجود تھے جنہوں نے مختلف محکموں کی کارکردگی کا جائزہ لیا اور ضروری ہدایات جاری کیں۔ انہوں نے کہا کہ جموں و کشمیر کے عوام کی فلاح و بہبود کے لیے تمام محکمے مل کر کام کر رہے ہیں اور ترقیاتی منصوبوں پر 2,19,780 تیزی سے عمل درآمد جاری ہے۔ اس موقع پر افسران نے بتایا کہ ضلع بھر میں عوامی مسائل کے حل کے لیے خصوصی پروگرام منعقد کیے جا رہے ہیں جن میں مقامی آبادی کی بھرپور شرکت دیکھی گئی۔ پروگرام کے دوران ماہرین نے شرکاء کو صحت، تعلیم اور روزگار bbox=[791, 1052, 1129, 1193]
body-paragraph: اس موقع پر افسران نے بتایا کہ ضلع بھر میں عوامی مسائل کے حل کے لیے خصوصی پروگرام منعقد کیے جا رہے ہیں جن میں مقامی آبادی کی بھرپور شرکت دیکھی گئی۔ پروگرام کے دوران ماہرین نے شرکاء کو صحت، تعلیم اور روزگار کے شعبوں میں جاری bbox=[13, 2258, 420, 2307]
inline-figure-token: 10,441 bbox=[899, 2170, 944, 2184]
body-paragraph: وزیر اعلیٰ نے متعلقہ حکام کو ہدایت دی کہ ضروری اشیاء کی فراہمی یقینی بنائی جائے اور قیمتوں پر سخت نگرانی رکھی جائے تاکہ عوام کو مشکلات کا سامنا نہ 140 ہو۔ تقریب کے اختتام پر مہمانوں میں اسناد تقسیم کی گئیں اور منتظمین نے تمام شرکاء کا شکریہ ادا کرتے ہوئے مستقبل میں بھی ایسے پروگرام جاری رکھنے کا 140 اعلان کیا۔ اجلاس میں سیکرٹری، کمشنر اور دیگر اعلیٰ افسران موجود تھے جنہوں نے مختلف محکموں کی کارکردگی کا جائزہ لیا اور ضروری ہدایات جاری کیں۔ انہوں نے کہا 7 کہ جموں و کشمیر کے عوام کی فلاح و بہبود کے لیے تمام محکمے مل کر کام کر رہے ہیں اور ترقیاتی منصوبوں پر تیزی bbox=[433, 1828, 778, 1987]
logo-text-english: UDAAN bbox=[155, 83, 234, 104]
body-paragraph: پروگرام کے دوران ماہرین نے شرکاء کو صحت، تعلیم اور روزگار کے شعبوں میں جاری سرکاری اسکیموں سے آگاہ کیا اور ان سے استفادہ کرنے کی ترغیب دی۔ وزیر اعلیٰ نے متعلقہ حکام کو ہدایت دی کہ ضروری اشیاء کی فراہمی یقینی بنائی جائے اور قیمتوں پر سخت نگرانی رکھی جائے تاکہ عوام کو مشکلات کا سامنا نہ ہو۔ تقریب کے اختتام پر مہمانوں میں اسناد تقسیم کی گئیں اور منتظمین نے تمام شرکاء کا شکریہ ادا کرتے ہوئے مستقبل میں بھی ایسے پروگرام جاری رکھنے کا اعلان کیا۔ اجلاس میں سیکرٹری، کمشنر اور دیگر اعلیٰ افسران موجود تھے جنہوں نے مختلف محکموں کی کارکردگی کا جائزہ لیا اور ضروری ہدایات جاری کیں۔ انہوں نے کہا کہ جموں و کشمیر کے عوام کی فلاح و بہبود کے لیے تمام محکمے مل کر کام کر رہے ہیں اور ترقیاتی منصوبوں پر تیزی سے عمل درآمد جاری ہے۔ اس موقع پر افسران نے بتایا کہ ضلع بھر میں عوامی مسائل کے حل کے لیے خصوصی پروگرام منعقد کیے جا رہے ہیں جن میں مقامی آبادی کی بھرپور شرکت دیکھی گئی۔ پروگرام کے دوران ماہرین نے شرکاء کو صحت، تعلیم اور روزگار کے شعبوں میں جاری سرکاری اسکیموں سے آگاہ کیا اور ان سے استفادہ کرنے کی ترغیب دی۔ وزیر اعلیٰ نے متعلقہ حکام کو ہدایت دی کہ ضروری اشیاء کی فراہمی یقینی بنائی جائے اور قیمتوں پر سخت نگرانی رکھی جائے تاکہ عوام کو مشکلات کا سامنا نہ ہو۔ تقریب 70 کے اختتام پر مہمانوں میں اسناد تقسیم کی گئیں اور منتظمین نے تمام شرکاء کا شکریہ ادا کرتے ہوئے مستقبل میں بھی ایسے پروگرام جاری رکھنے کا اعلان کیا۔ اجلاس میں سیکرٹری، کمشنر اور دیگر اعلیٰ افسران موجود تھے جنہوں نے مختلف محکموں کی کارکردگی کا جائزہ لیا اور ضروری ہدایات جاری کیں۔ انہوں نے کہا کہ جموں و کشمیر کے عوام کی فلاح و بہبود کے لیے تمام محکمے مل کر کام کر رہے ہیں اور ترقیاتی منصوبوں پر تیزی سے عمل درآمد جاری ہے۔ اس موقع پر افسران نے بتایا کہ ضلع بھر میں عوامی مسائل کے حل کے لیے خصوصی پروگرام منعقد کیے جا رہے ہیں جن میں مقامی آبادی کی بھرپور شرکت دیکھی گئی۔ پروگرام کے دوران ماہرین نے شرکاء کو صحت، تعلیم اور روزگار کے شعبوں میں جاری سرکاری اسکیموں سے آگاہ کیا اور ان سے استفادہ کرنے کی ترغیب دی۔ وزیر اعلیٰ نے متعلقہ حکام کو ہدایت دی کہ ضروری اشیاء کی فراہمی یقینی بنائی جائے اور قیمتوں پر سخت نگرانی رکھی جائے تاکہ عوام کو مشکلات کا سامنا نہ ہو۔ تقریب کے اختتام پر مہمانوں میں اسناد تقسیم کی گئیں اور منتظمین نے تمام شرکاء کا شکریہ ادا کرتے ہوئے مستقبل میں بھی ایسے پروگرام جاری رکھنے کا اعلان کیا۔ اجلاس میں سیکرٹری، کمشنر اور دیگر اعلیٰ افسران موجود تھے جنہوں نے مختلف محکموں کی کارکردگی کا جائزہ لیا اور ضروری bbox=[1142, 1082, 1523, 1678]
section-number: 201 bbox=[727, 330, 755, 348]
inline-figure-token: 4335 bbox=[791, 867, 824, 880]
inline-figure-token: 6.35 bbox=[850, 2207, 880, 2220]
body-paragraph: پروگرام کے دوران ماہرین نے شرکاء کو صحت، تعلیم اور روزگار کے شعبوں میں جاری سرکاری اسکیموں سے آگاہ کیا اور ان سے استفادہ 77 کرنے کی ترغیب دی۔ وزیر اعلیٰ نے متعلقہ حکام کو ہدایت دی کہ ضروری اشیاء کی فراہمی یقینی بنائی جائے اور قیمتوں پر 855 سخت نگرانی رکھی جائے تاکہ عوام کو مشکلات کا سامنا نہ ہو۔ تقریب کے اختتام پر مہمانوں میں اسناد تقسیم کی گئیں اور 16 منتظمین نے تمام شرکاء کا شکریہ ادا کرتے ہوئے مستقبل میں بھی ایسے پروگرام جاری رکھنے کا اعلان کیا۔ اجلاس میں سیکرٹری، کمشنر 11 اور دیگر اعلیٰ افسران موجود تھے جنہوں نے مختلف محکموں کی کارکردگی کا جائزہ لیا اور ضروری ہدایات جاری کیں۔ انہوں نے کہا 854 کہ جموں و کشمیر کے عوام کی فلاح و بہبود کے لیے تمام محکمے مل کر کام کر رہے ہیں اور ترقیاتی منصوبوں 241 پر تیزی سے عمل درآمد جاری ہے۔ اس موقع پر افسران نے بتایا کہ ضلع بھر میں عوامی مسائل کے حل کے لیے 430 خصوصی پروگرام منعقد کیے جا رہے ہیں جن میں مقامی آبادی کی بھرپور شرکت دیکھی گئی۔ پروگرام کے دوران ماہرین نے شرکاء کو 762 صحت، تعلیم اور روزگار کے شعبوں میں جاری سرکاری اسکیموں سے آگاہ کیا اور ان سے استفادہ کرنے کی ترغیب دی۔ وزیر اعلیٰ 60 نے متعلقہ حکام کو ہدایت دی کہ ضروری اشیاء کی فراہمی یقینی بنائی جائے اور قیمتوں پر سخت نگرانی رکھی جائے تاکہ عوام 974 کو مشکلات کا سامنا نہ ہو۔ تقریب کے اختتام پر مہمانوں میں اسناد تقسیم کی گئیں اور منتظمین نے تمام شرکاء کا شکریہ 226 ادا کرتے ہوئے مستقبل میں بھی ایسے پروگرام جاری رکھنے کا اعلان کیا۔ اجلاس میں سیکرٹری، کمشنر اور دیگر اعلیٰ افسران موجود تھے 690 جنہوں نے مختلف محکموں کی کارکردگی کا جائزہ لیا اور ضروری ہدایات جاری کیں۔ انہوں نے کہا کہ جموں و کشمیر کے عوام 1639 کی فلاح و بہبود کے لیے تمام محکمے مل کر کام کر رہے ہیں اور ترقیاتی منصوبوں پر تیزی سے عمل درآمد جاری 920 ہے۔ اس موقع پر افسران نے بتایا کہ ضلع بھر میں عوامی مسائل کے حل کے لیے خصوصی پروگرام منعقد کیے جا رہے 10,441 ہیں جن میں مقامی آبادی کی بھرپور شرکت دیکھی گئی۔ پروگرام کے دوران ماہرین نے شرکاء کو صحت، تعلیم اور روزگار کے شعبوں 6.35 میں جاری سرکاری اسکیموں سے آگاہ کیا اور ان سے استفادہ کرنے کی ترغیب دی۔ وزیر اعلیٰ نے متعلقہ حکام کو ہدایت دی 840 کہ ضروری اشیاء کی فراہمی یقینی بنائی جائے اور قیمتوں پر سخت نگرانی رکھی جائے تاکہ عوام کو مشکلات کا سامنا نہ ہو۔ 745 تقریب کے اختتام پر مہمانوں میں اسناد تقسیم کی گئیں اور منتظمین نے تمام شرکاء کا bbox=[791, 1661, 1129, 2311]
section-number: 202 bbox=[727, 443, 755, 460]
page-section-title bbox=[1178, 80, 1466, 130]
column-4 bbox=[1142, 144, 1523, 2303]
section-number: 500 bbox=[369, 961, 397, 978]
inline-figure-token: 16.8 bbox=[1311, 2068, 1339, 2081]
body-paragraph: انہوں نے کہا کہ جموں و کشمیر کے عوام کی فلاح و بہبود کے لیے تمام محکمے مل کر کام کر رہے ہیں اور ترقیاتی منصوبوں پر تیزی سے عمل درآمد جاری ہے۔ اس موقع پر افسران نے بتایا کہ ضلع بھر میں عوامی مسائل کے حل کے لیے خصوصی پروگرام منعقد کیے جا رہے ہیں جن میں مقامی آبادی کی بھرپور شرکت دیکھی گئی۔ پروگرام کے دوران ماہرین نے شرکاء کو صحت، تعلیم اور روزگار کے شعبوں میں جاری سرکاری اسکیموں سے آگاہ کیا اور ان سے استفادہ کرنے کی ترغیب دی۔ وزیر اعلیٰ نے متعلقہ حکام کو ہدایت دی کہ ضروری اشیاء کی فراہمی یقینی بنائی جائے اور قیمتوں پر سخت نگرانی رکھی جائے تاکہ عوام کو مشکلات کا سامنا نہ ہو۔ تقریب کے اختتام پر مہمانوں میں اسناد تقسیم کی گئیں اور منتظمین نے تمام شرکاء کا شکریہ ادا کرتے ہوئے مستقبل میں بھی ایسے پروگرام جاری رکھنے کا اعلان کیا۔ اجلاس میں سیکرٹری، کمشنر اور دیگر اعلیٰ افسران موجود تھے جنہوں نے مختلف bbox=[791, 146, 1129, 377]
inline-figure-token: 17.4 bbox=[1449, 1886, 1478, 1899]
inline-figure-token: 20 bbox=[488, 1531, 505, 1544]
section-number: 504 bbox=[369, 1682, 397, 1699]
inline-figure-token: 226 bbox=[1068, 2043, 1094, 2056]
inline-figure-token: 745 bbox=[896, 2280, 921, 2293]
body-paragraph: اجلاس میں سیکرٹری، کمشنر اور دیگر اعلیٰ افسران موجود تھے جنہوں نے مختلف محکموں کی کارکردگی کا جائزہ لیا اور ضروری ہدایات جاری کیں۔ انہوں نے کہا کہ جموں و کشمیر کے عوام کی فلاح و بہبود کے لیے bbox=[433, 2124, 778, 2174]
inline-figure-token: 2027 bbox=[148, 1091, 181, 1104]
section-number: 207 bbox=[727, 1567, 755, 1584]
inline-figure-token: 99,446 bbox=[1211, 2123, 1256, 2136]
inline-figure-token: NDPS bbox=[456, 997, 493, 1011]
body-paragraph: وزیر اعلیٰ نے متعلقہ حکام کو ہدایت دی کہ ضروری اشیاء کی فراہمی یقینی بنائی جائے اور قیمتوں پر سخت نگرانی رکھی جائے تاکہ عوام کو مشکلات کا سامنا نہ ہو۔ تقریب کے اختتام پر مہمانوں میں اسناد تقسیم کی گئیں اور منتظمین نے تمام شرکاء کا شکریہ ادا کرتے ہوئے مستقبل میں بھی ایسے پروگرام جاری رکھنے کا اعلان کیا۔ اجلاس میں سیکرٹری، کمشنر اور دیگر اعلیٰ افسران موجود تھے جنہوں نے مختلف محکموں کی کارکردگی کا جائزہ لیا اور ضروری ہدایات جاری کیں۔ انہوں نے کہا کہ جموں و کشمیر کے عوام کی فلاح و بہبود کے لیے تمام محکمے مل کر کام کر رہے ہیں اور ترقیاتی منصوبوں پر تیزی سے عمل درآمد جاری ہے۔ اس موقع پر افسران نے بتایا کہ ضلع بھر میں عوامی مسائل کے حل کے bbox=[433, 464, 778, 641]
